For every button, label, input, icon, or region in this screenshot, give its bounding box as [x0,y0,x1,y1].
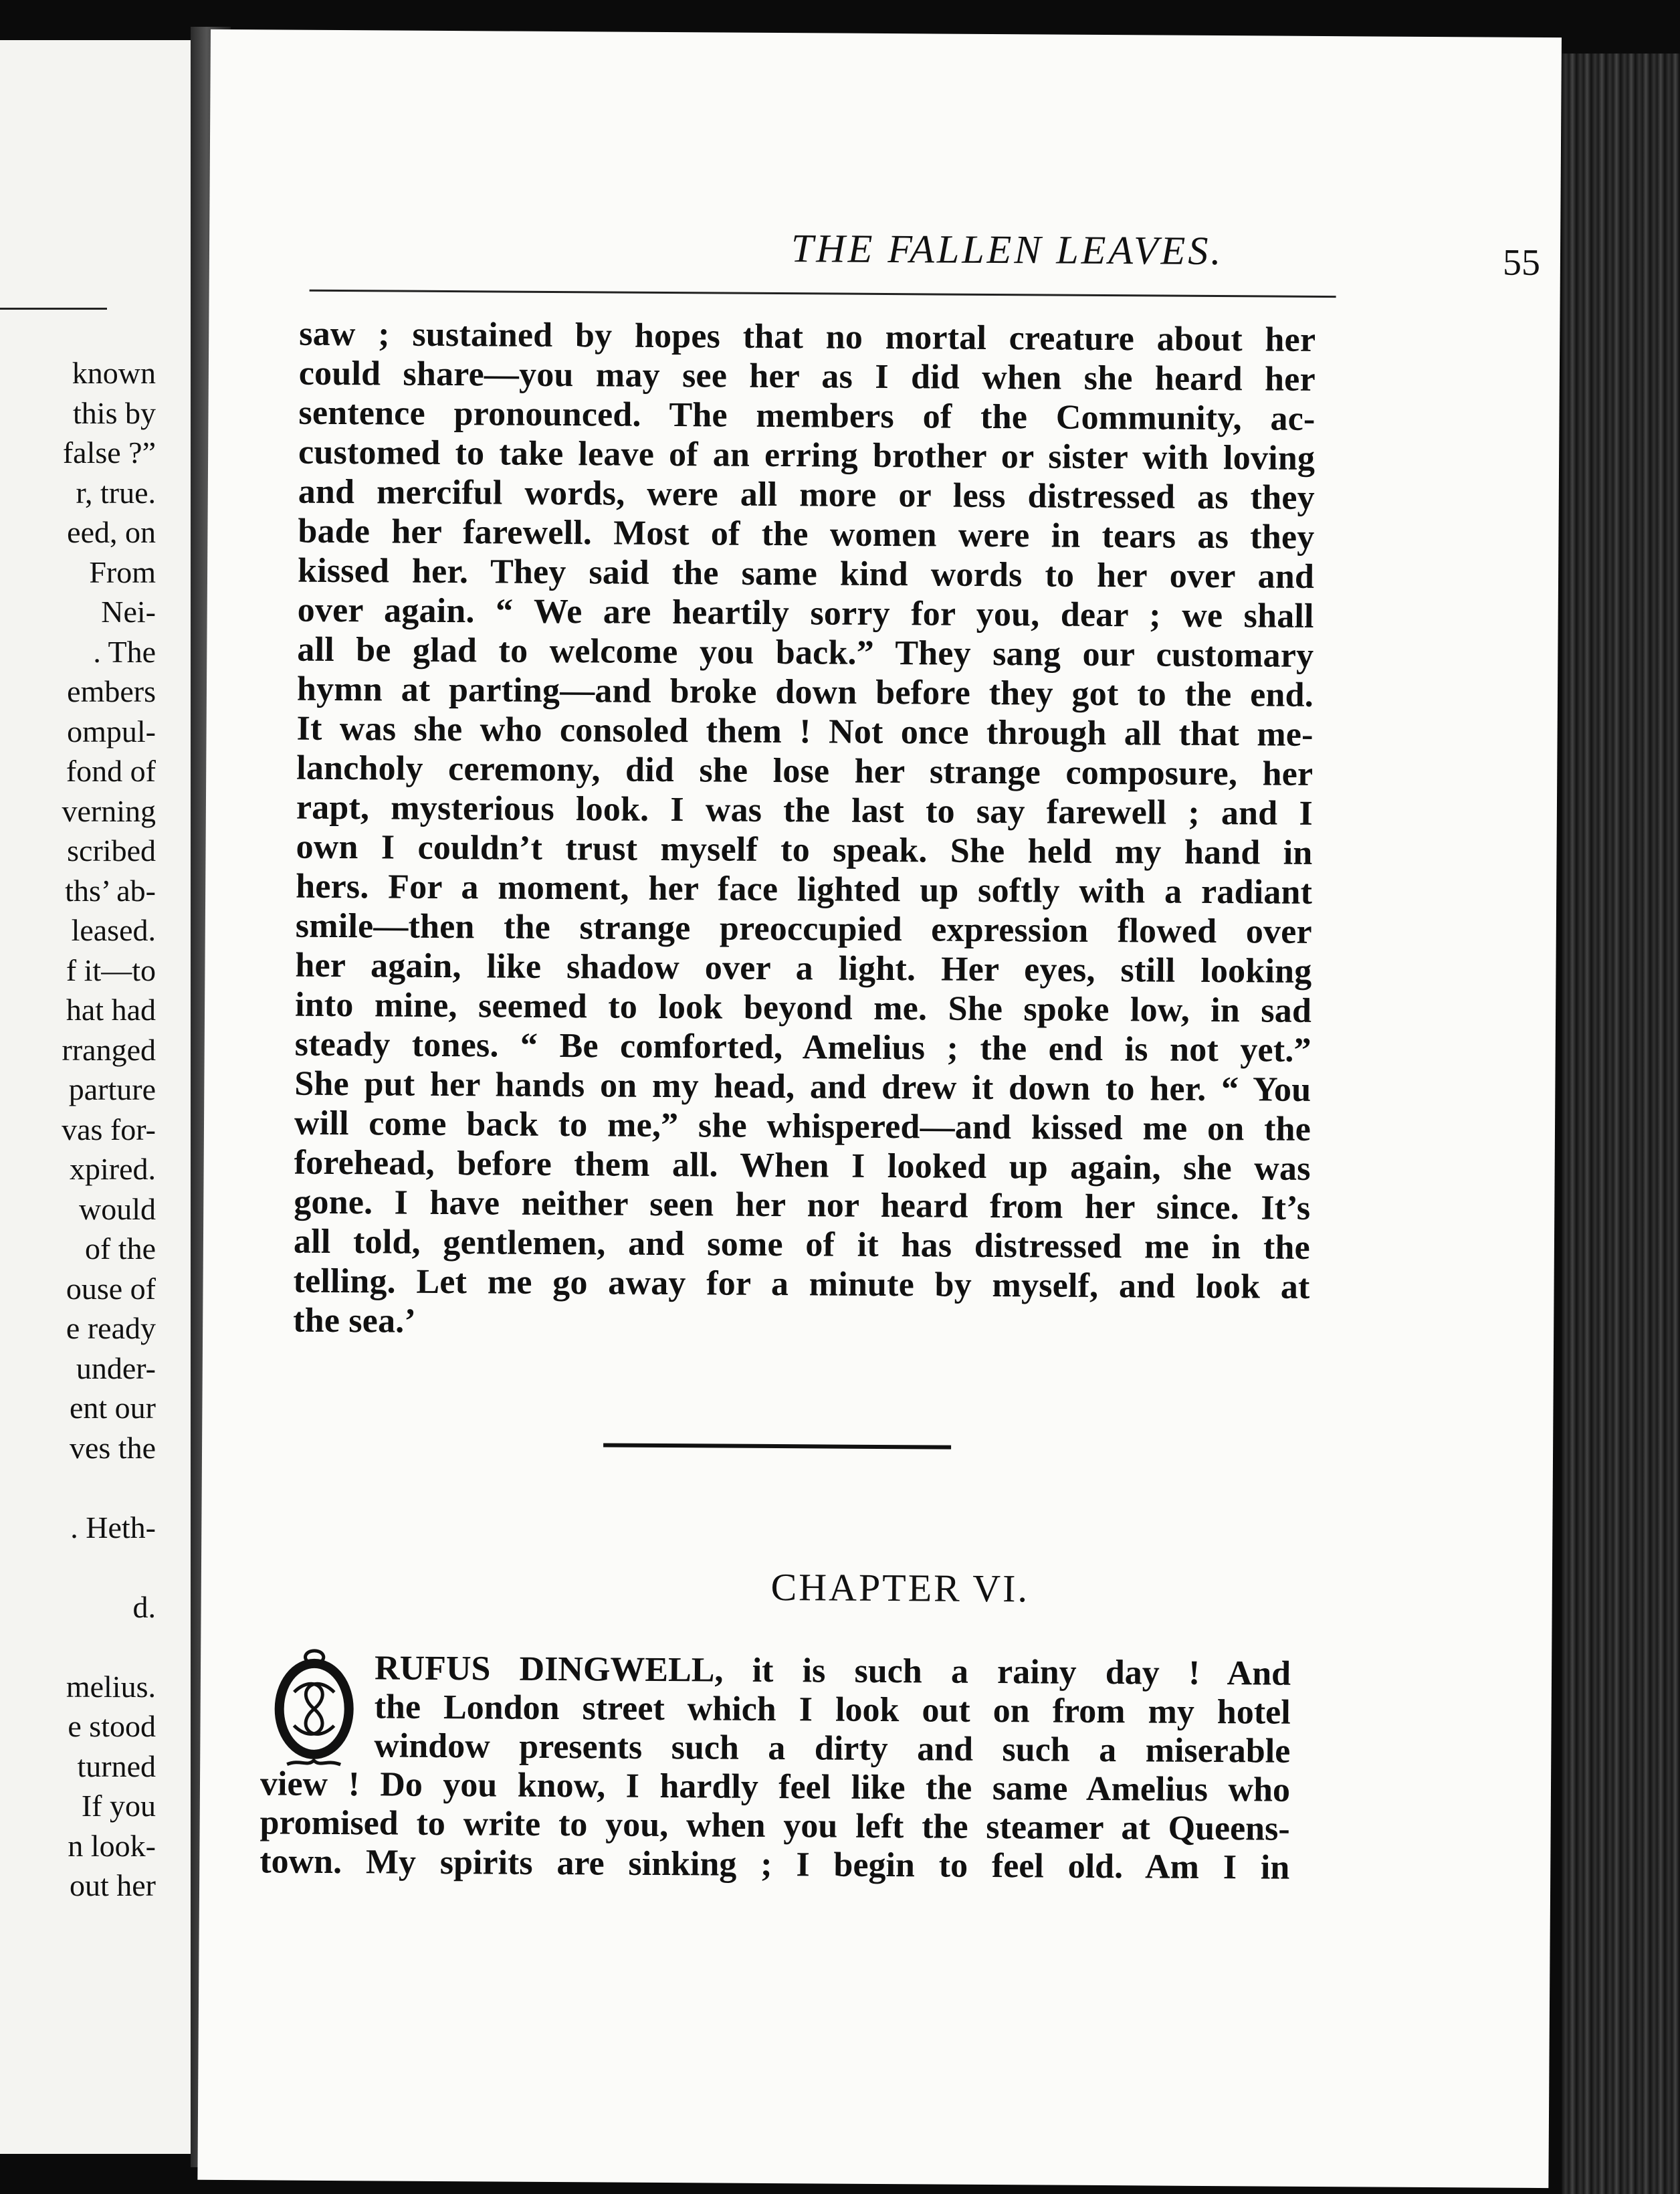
text-line: steady tones. “ Be comforted, Amelius ; the end is not yet.” [294,1025,1311,1070]
text-line: kissed her. They said the same kind words to her over and [297,551,1315,596]
text-line: the sea.’ [293,1301,417,1340]
facing-page-line [62,1468,156,1508]
facing-page-line: xpired. [69,1152,156,1186]
text-line: saw ; sustained by hopes that no mortal creature about her [299,314,1316,359]
facing-page-line: leased. [71,913,156,947]
chapter-heading: CHAPTER VI. [770,1565,1030,1611]
facing-page-line: out her [69,1868,156,1902]
facing-page-line: . Heth- [70,1510,156,1544]
text-line: own I couldn’t trust myself to speak. She held my hand in [296,827,1313,872]
text-line: lancholy ceremony, did she lose her strange composure, her [296,749,1314,793]
facing-page-line: scribed [67,833,156,868]
text-line: telling. Let me go away for a minute by myself, and look at [293,1262,1310,1306]
facing-page-line: turned [77,1749,156,1783]
running-head [584,219,1561,285]
text-line: gone. I have neither seen her nor heard from her since. It’s [294,1183,1311,1227]
facing-page-line: this by [73,395,156,430]
facing-page-line: ths’ ab- [65,873,156,908]
facing-page-line: vas for- [62,1112,156,1146]
chapter-text-line: the London street which I look out on from my hotel [374,1688,1291,1732]
facing-page-line: f it—to [66,953,156,987]
book-title: THE FALLEN LEAVES. [791,226,1224,274]
facing-page-line: If you [81,1789,156,1823]
text-line: forehead, before them all. When I looked up again, she was [294,1143,1311,1188]
text-line: It was she who consoled them ! Not once through all that me- [296,709,1314,754]
facing-page-line: ompul- [67,714,156,749]
text-line: hers. For a moment, her face lighted up softly with a radiant [296,867,1313,912]
facing-page-line: melius. [66,1669,156,1704]
chapter-text-line: RUFUS DINGWELL, it is such a rainy day ! And [374,1649,1291,1693]
facing-page [0,40,191,2154]
chapter-opening-text [259,1648,1291,1887]
text-line: her again, like shadow over a light. Her eyes, still looking [295,946,1312,991]
header-rule [310,290,1336,298]
facing-page-line: Nei- [101,595,156,629]
page-number: 55 [1502,241,1541,284]
text-line: will come back to me,” she whispered—and kissed me on the [294,1104,1311,1149]
text-line: could share—you may see her as I did when she heard her [298,354,1316,399]
facing-page-line: d. [132,1589,156,1624]
facing-page-line: ves the [69,1430,156,1465]
text-line: smile—then the strange preoccupied expression flowed over [295,906,1312,951]
facing-page-line: embers [67,674,156,708]
facing-page-line: . The [93,634,156,669]
facing-page-line: would [79,1191,156,1226]
section-divider [603,1443,951,1449]
facing-page-line: e stood [68,1709,156,1743]
text-line: bade her farewell. Most of the women were in tears as they [298,512,1315,557]
text-line: into mine, seemed to look beyond me. She spoke low, in sad [294,985,1312,1030]
facing-page-line: fond of [66,754,156,788]
text-line: all be glad to welcome you back.” They sang our customary [297,630,1314,675]
facing-page-rule [0,308,107,310]
facing-page-line: parture [68,1072,156,1106]
facing-page-line: n look- [68,1828,156,1863]
text-line: rapt, mysterious look. I was the last to say farewell ; and I [296,788,1314,833]
chapter-text-line: promised to write to you, when you left the steamer at Queens- [259,1803,1290,1848]
text-line: over again. “ We are heartily sorry for you, dear ; we shall [297,591,1314,635]
facing-page-line: verning [62,793,156,828]
chapter-text-line: view ! Do you know, I hardly feel like the same Amelius who [259,1765,1291,1809]
chapter-text-line: window presents such a dirty and such a miserable [374,1726,1291,1771]
facing-page-line: ent our [69,1391,156,1425]
chapter-text-line: town. My spirits are sinking ; I begin to feel old. Am I in [259,1842,1290,1887]
text-line: sentence pronounced. The members of the Community, ac- [298,393,1316,438]
facing-page-line: From [89,555,156,589]
text-line: all told, gentlemen, and some of it has distressed me in the [293,1222,1311,1267]
facing-page-line: rranged [62,1032,156,1067]
text-line: hymn at parting—and broke down before they got to the end. [296,670,1314,714]
facing-page-line: of the [84,1231,156,1266]
book-page [197,29,1562,2188]
text-line: customed to take leave of an erring brother or sister with loving [298,433,1316,478]
facing-page-line: eed, on [67,515,156,549]
facing-page-line [62,1627,156,1667]
facing-page-line [62,1547,156,1587]
facing-page-line: ouse of [66,1271,156,1306]
body-paragraph [293,314,1316,1347]
facing-page-line: e ready [66,1311,156,1345]
closed-page-edges [1562,54,1680,2194]
facing-page-text [62,353,156,1906]
facing-page-line: r, true. [76,475,156,510]
facing-page-line: false ?” [62,435,156,470]
text-line: She put her hands on my head, and drew it down to her. “ You [294,1064,1311,1109]
text-line: and merciful words, were all more or less distressed as they [298,472,1315,517]
facing-page-line: hat had [66,993,156,1027]
facing-page-line: under- [76,1351,156,1385]
facing-page-line: known [72,356,156,390]
